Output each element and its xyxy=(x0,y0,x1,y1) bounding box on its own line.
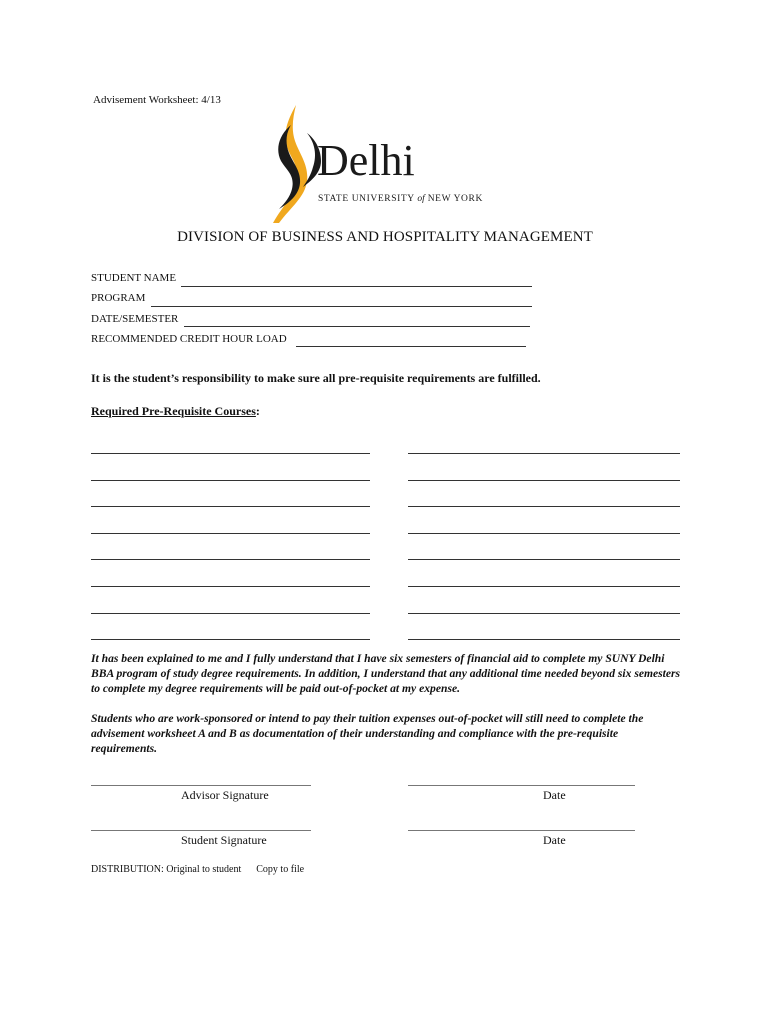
work-sponsored-statement: Students who are work-sponsored or intend to pay their tuition expenses out-of-pocket will still need to complete the advisement worksheet A and B as documentation of their understanding and compliance with the pre-requisite requirements. xyxy=(91,712,644,755)
date-semester-line[interactable] xyxy=(184,326,530,327)
course-line-right[interactable] xyxy=(408,453,680,454)
distribution-copy: Copy to file xyxy=(256,864,305,875)
course-line-left[interactable] xyxy=(91,586,370,587)
course-line-right[interactable] xyxy=(408,480,680,481)
student-date-line[interactable] xyxy=(408,830,635,831)
advisor-signature-line[interactable] xyxy=(91,785,311,786)
student-name-label: STUDENT NAME xyxy=(91,272,177,284)
program-line[interactable] xyxy=(151,306,532,307)
worksheet-label: Advisement Worksheet: 4/13 xyxy=(93,94,221,106)
course-line-right[interactable] xyxy=(408,559,680,560)
course-line-left[interactable] xyxy=(91,480,370,481)
course-line-left[interactable] xyxy=(91,639,370,640)
student-signature-line[interactable] xyxy=(91,830,311,831)
course-line-left[interactable] xyxy=(91,559,370,560)
student-date-label: Date xyxy=(543,833,566,847)
advisor-date-label: Date xyxy=(543,788,566,802)
course-line-right[interactable] xyxy=(408,506,680,507)
logo-subtitle: STATE UNIVERSITY of NEW YORK xyxy=(318,194,483,204)
student-name-line[interactable] xyxy=(181,286,532,287)
program-label: PROGRAM xyxy=(91,292,146,304)
course-line-right[interactable] xyxy=(408,533,680,534)
course-line-right[interactable] xyxy=(408,613,680,614)
course-line-right[interactable] xyxy=(408,639,680,640)
date-semester-label: DATE/SEMESTER xyxy=(91,313,179,325)
course-line-left[interactable] xyxy=(91,613,370,614)
credit-hour-line[interactable] xyxy=(296,346,526,347)
distribution-note xyxy=(91,864,304,875)
course-line-right[interactable] xyxy=(408,586,680,587)
division-title: DIVISION OF BUSINESS AND HOSPITALITY MANAGEMENT xyxy=(177,229,593,245)
advisor-date-line[interactable] xyxy=(408,785,635,786)
advisor-signature-label: Advisor Signature xyxy=(181,788,269,802)
responsibility-notice: It is the student’s responsibility to make sure all pre-requisite requirements are fulfilled. xyxy=(91,371,541,385)
credit-hour-label: RECOMMENDED CREDIT HOUR LOAD xyxy=(91,333,287,345)
logo-wordmark: Delhi xyxy=(317,136,415,185)
credit-hour-field xyxy=(91,333,287,345)
course-line-left[interactable] xyxy=(91,506,370,507)
delhi-logo xyxy=(265,103,505,225)
student-name-field xyxy=(91,272,176,284)
distribution-original: DISTRIBUTION: Original to student xyxy=(91,864,242,875)
course-line-left[interactable] xyxy=(91,453,370,454)
student-signature-label: Student Signature xyxy=(181,833,267,847)
required-heading: Required Pre-Requisite Courses: xyxy=(91,404,260,418)
course-line-left[interactable] xyxy=(91,533,370,534)
program-field xyxy=(91,292,145,304)
financial-aid-statement: It has been explained to me and I fully understand that I have six semesters of financial aid to complete my SUNY Delhi BBA program of study degree requirements. In addition, I understand that any additional time needed beyond six semesters to complete my degree requirements will be paid out-of-pocket at my expense. xyxy=(91,652,681,695)
date-semester-field xyxy=(91,313,178,325)
